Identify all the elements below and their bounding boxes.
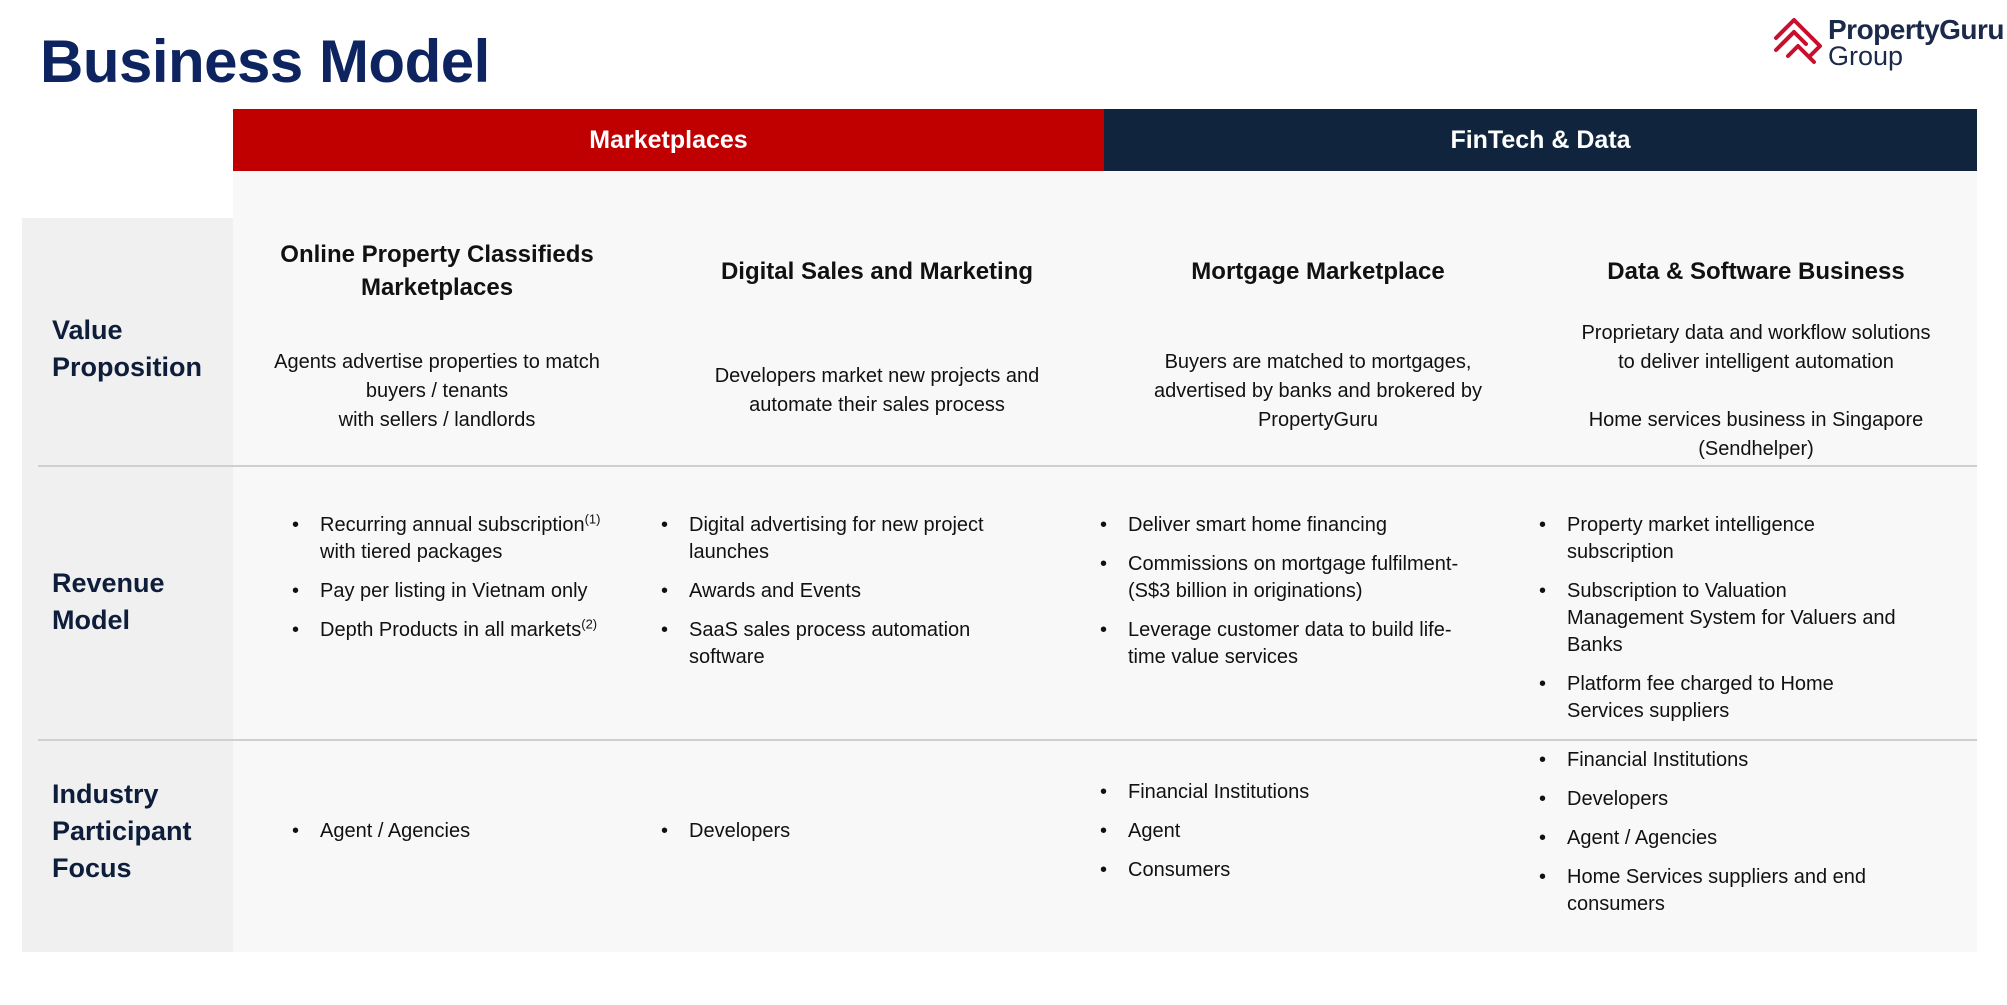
list-item-line: Financial Institutions [1567,749,1749,771]
list-item [1537,578,1957,659]
list-item-line: with tiered packages [320,541,503,563]
column-title-line: Data & Software Business [1607,258,1905,285]
column-title-digital-sales [662,255,1092,288]
list-item-line: Financial Institutions [1128,781,1310,803]
column-desc-digital-sales [662,362,1092,420]
focus-list-data-software [1537,747,1957,930]
row-label-line: Model [52,605,130,635]
footnote-marker: (1) [584,511,601,527]
marketplaces-header-label: Marketplaces [589,125,748,154]
row-label-line: Focus [52,853,132,883]
list-item-line: Depth Products in all markets [320,619,582,641]
focus-list-classifieds [290,818,660,857]
list-item-line: Home Services suppliers and end [1567,866,1867,888]
revenue-list-digital-sales [659,512,1079,683]
list-item-line: Pay per listing in Vietnam only [320,580,588,602]
revenue-list-data-software [1537,512,1957,737]
list-item [290,818,660,845]
revenue-list-mortgage [1098,512,1518,683]
list-item-line: Subscription to Valuation [1567,580,1787,602]
column-desc-line: advertised by banks and brokered by [1154,380,1482,402]
column-title-line: Mortgage Marketplace [1191,258,1445,285]
column-title-line: Marketplaces [360,274,514,301]
list-item-line: Recurring annual subscription [320,514,585,536]
list-item-line: Awards and Events [689,580,861,602]
list-item-line: SaaS sales process automation [689,619,971,641]
row-label-industry-focus [52,776,192,887]
column-desc-line: to deliver intelligent automation [1618,351,1894,373]
list-item-line: Agent [1128,820,1181,842]
row-label-line: Revenue [52,568,165,598]
column-desc-line: Developers market new projects and [714,365,1040,387]
column-desc-line: Home services business in Singapore [1588,409,1924,431]
list-item [1098,779,1518,806]
column-desc-line: Proprietary data and workflow solutions [1581,322,1931,344]
row-label-line: Participant [52,816,192,846]
list-item [1537,786,1957,813]
list-item-line: time value services [1128,646,1299,668]
list-item-line: Management System for Valuers and [1567,607,1896,629]
list-item [1098,818,1518,845]
column-desc-line: buyers / tenants [365,380,509,402]
list-item-line: (S$3 billion in originations) [1128,580,1363,602]
list-item [659,578,1079,605]
list-item-line: Services suppliers [1567,700,1730,722]
column-desc-line: with sellers / landlords [338,409,536,431]
row-label-line: Proposition [52,352,202,382]
list-item-line: software [689,646,765,668]
list-item [659,617,1079,671]
list-item [659,512,1079,566]
list-item-line: Developers [1567,788,1669,810]
column-title-data-software [1533,255,1979,288]
page-title: Business Model [40,28,490,95]
list-item-line: Agent / Agencies [320,820,471,842]
list-item-line: Property market intelligence [1567,514,1815,536]
column-title-line: Online Property Classifieds [280,241,594,268]
marketplaces-header [233,109,1104,171]
column-desc-line: Buyers are matched to mortgages, [1164,351,1472,373]
list-item-line: Deliver smart home financing [1128,514,1387,536]
row-label-line: Industry [52,779,159,809]
column-title-classifieds [222,238,652,304]
row-label-revenue-model [52,565,165,639]
row-divider [38,739,1977,741]
list-item [1098,512,1518,539]
column-desc-line: automate their sales process [749,394,1005,416]
list-item-line: Leverage customer data to build life- [1128,619,1452,641]
list-item [1098,551,1518,605]
list-item [1537,671,1957,725]
column-desc-data-software [1533,319,1979,464]
list-item [290,578,660,605]
list-item [290,617,660,644]
list-item [1098,617,1518,671]
list-item [659,818,1079,845]
list-item-line: Agent / Agencies [1567,827,1718,849]
list-item-line: Commissions on mortgage fulfilment- [1128,553,1459,575]
revenue-list-classifieds [290,512,660,656]
list-item [1537,864,1957,918]
row-divider [38,465,1977,467]
logo-name: PropertyGuru [1828,14,2005,45]
footnote-marker: (2) [581,616,598,632]
list-item-line: Platform fee charged to Home [1567,673,1834,695]
fintech-header-label: FinTech & Data [1450,125,1631,154]
list-item-line: launches [689,541,770,563]
fintech-header [1104,109,1977,171]
column-desc-line: PropertyGuru [1257,409,1379,431]
logo-subtitle: Group [1828,41,1904,71]
list-item-line: subscription [1567,541,1674,563]
list-item [1537,747,1957,774]
list-item-line: consumers [1567,893,1665,915]
column-title-mortgage [1103,255,1533,288]
column-desc-line: (Sendhelper) [1698,438,1814,460]
column-desc-classifieds [222,348,652,435]
column-title-line: Digital Sales and Marketing [720,258,1034,285]
column-desc-line: Agents advertise properties to match [274,351,600,373]
column-desc-line [1533,377,1979,406]
list-item-line: Digital advertising for new project [689,514,984,536]
list-item [1537,512,1957,566]
row-label-line: Value [52,315,123,345]
list-item [290,512,660,566]
focus-list-mortgage [1098,779,1518,896]
list-item-line: Developers [689,820,791,842]
company-logo [1772,14,2005,71]
list-item [1537,825,1957,852]
list-item-line: Banks [1567,634,1623,656]
column-desc-mortgage [1103,348,1533,435]
propertyguru-house-icon [1772,14,1824,66]
list-item-line: Consumers [1128,859,1231,881]
focus-list-digital-sales [659,818,1079,857]
row-label-value-proposition [52,312,202,386]
list-item [1098,857,1518,884]
